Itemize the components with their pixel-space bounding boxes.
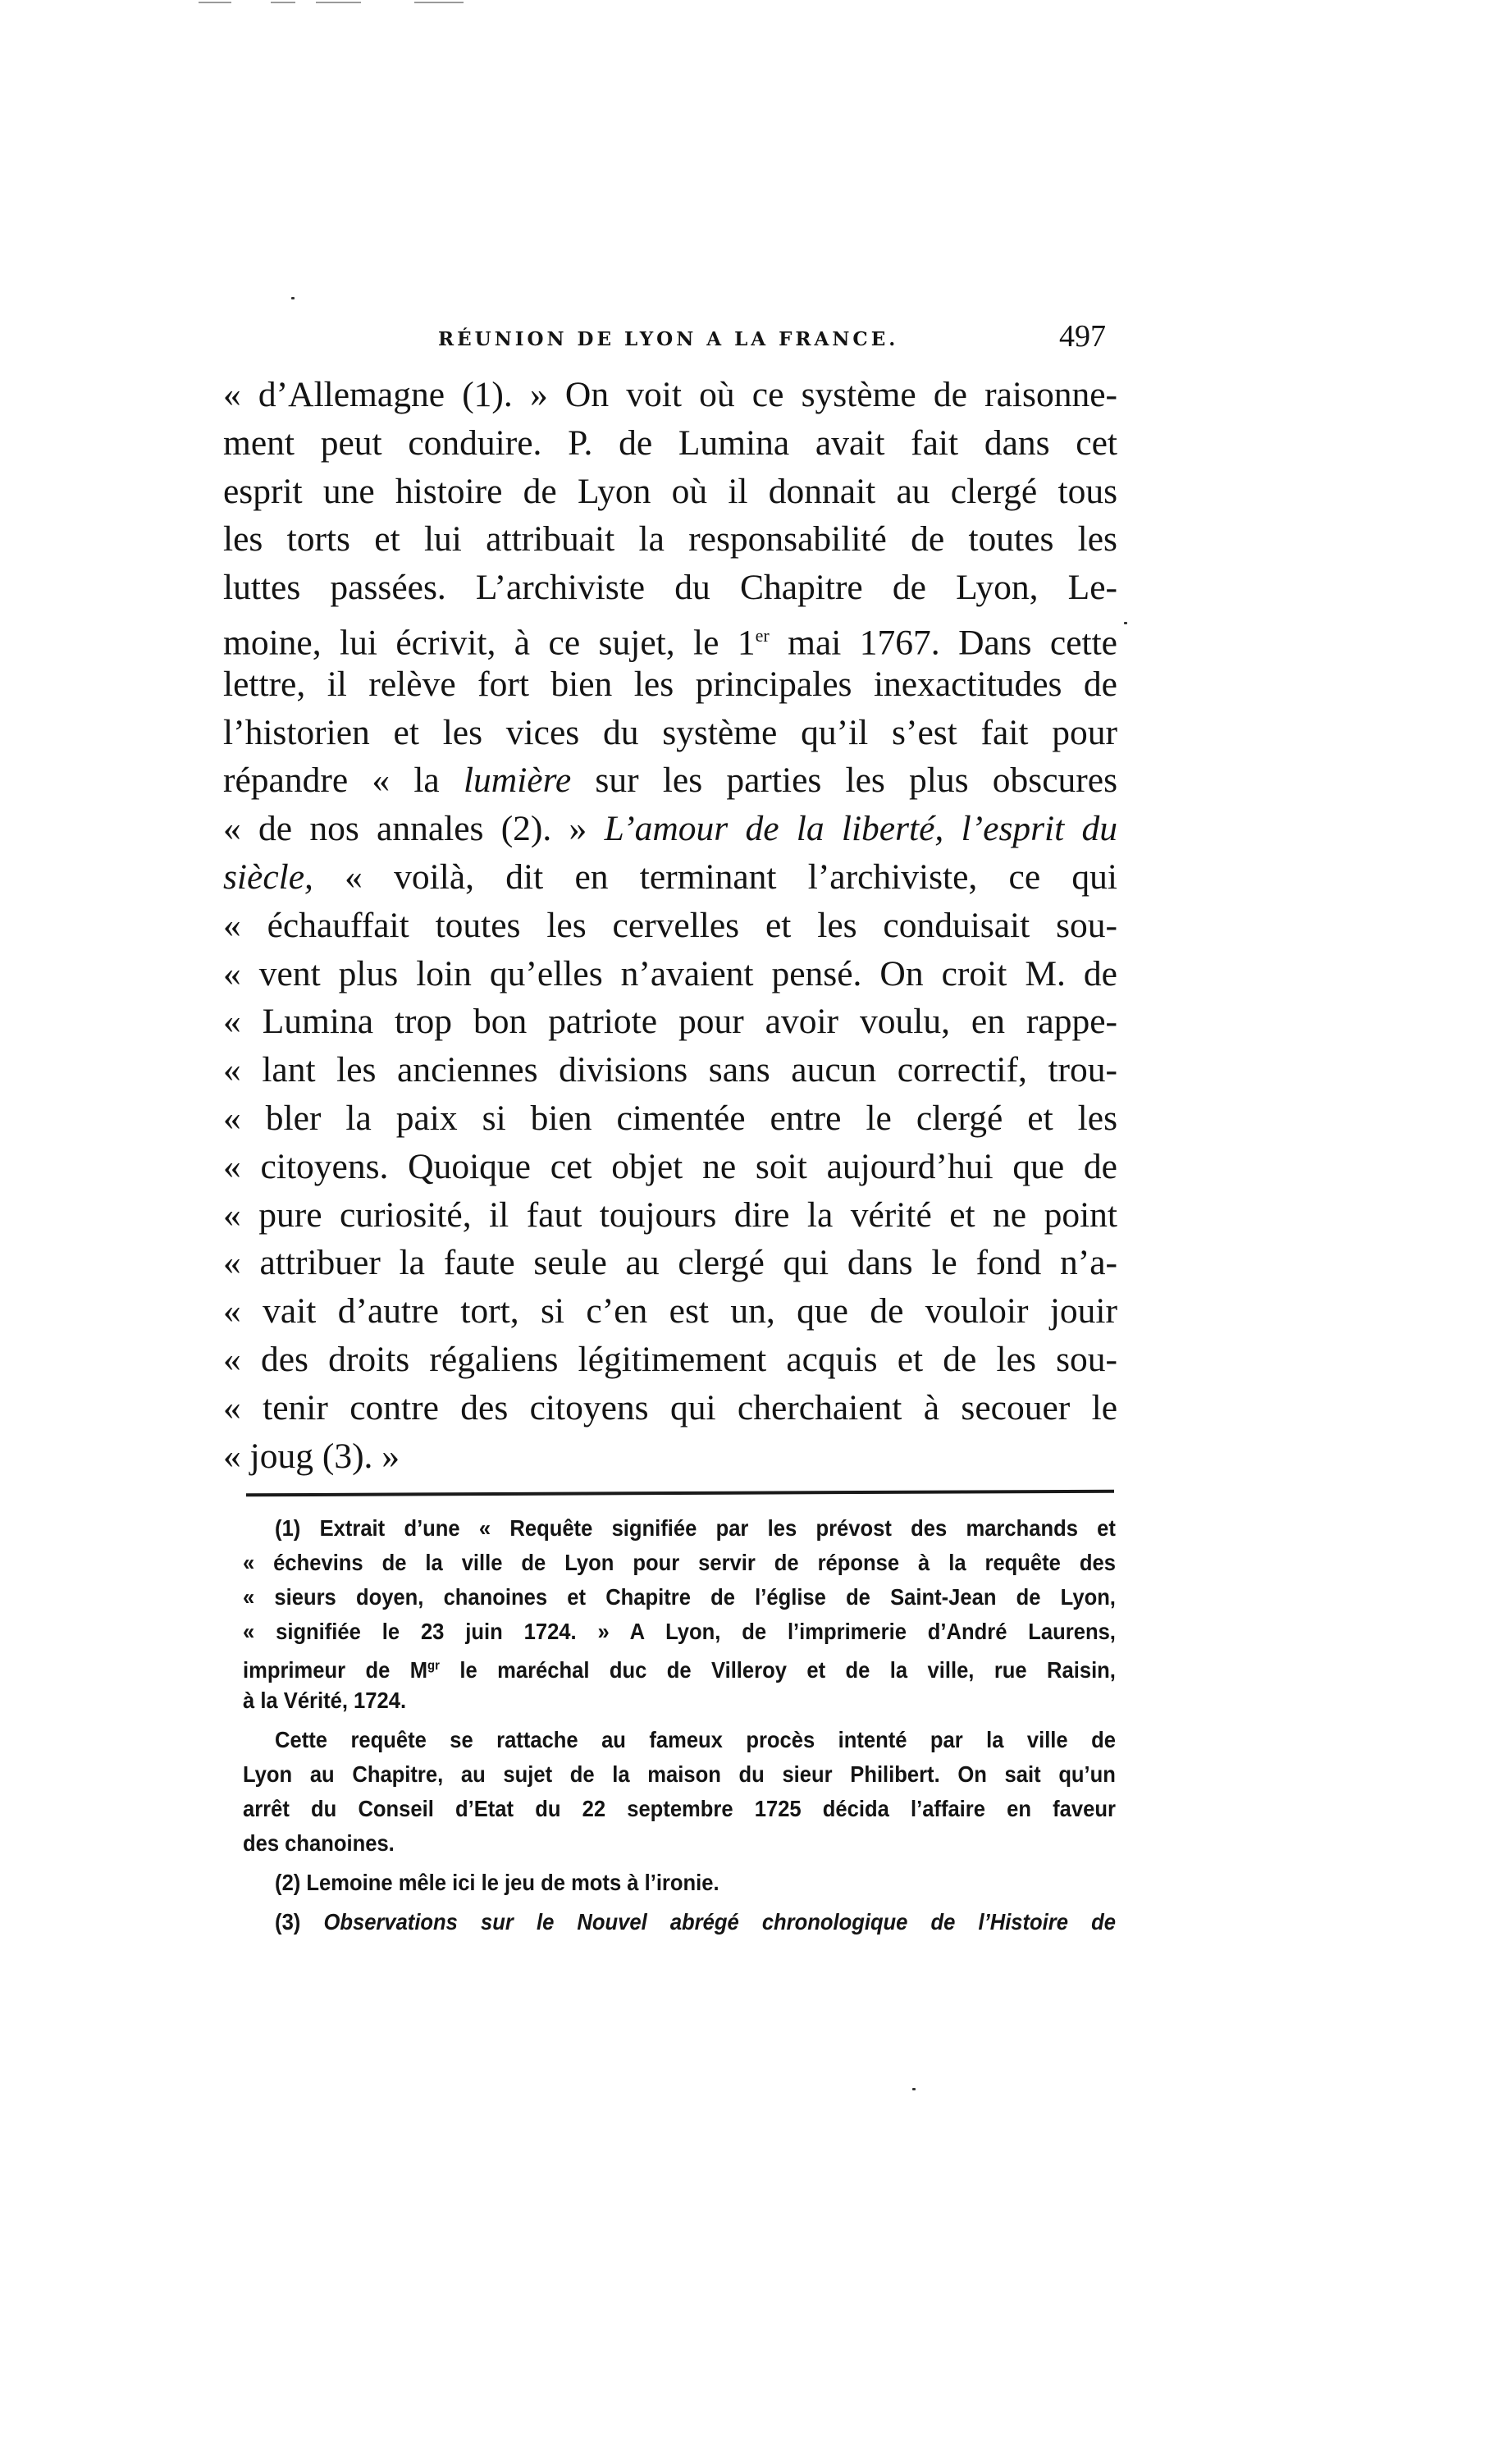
italic-run: lumière <box>463 761 572 801</box>
body-line: « citoyens. Quoique cet objet ne soit aujourd’hui que de <box>223 1146 1117 1186</box>
scan-speck <box>291 297 295 299</box>
body-line <box>223 805 1117 853</box>
body-line: « échauffait toutes les cervelles et les conduisait sou- <box>223 905 1117 945</box>
body-line <box>223 756 1117 805</box>
footnote-number: (3) <box>275 1909 324 1935</box>
body-line: ment peut conduire. P. de Lumina avait fait dans cet <box>223 423 1117 463</box>
body-line: « vent plus loin qu’elles n’avaient pensé. On croit M. de <box>223 953 1117 994</box>
body-line: « lant les anciennes divisions sans aucun correctif, trou- <box>223 1050 1117 1090</box>
body-line: « bler la paix si bien cimentée entre le clergé et les <box>223 1098 1117 1138</box>
italic-run: Observations sur le Nouvel abrégé chronologique de l’Histoire de <box>323 1909 1116 1935</box>
footnote-line: « sieurs doyen, chanoines et Chapitre de l’église de Saint-Jean de Lyon, <box>243 1584 1116 1610</box>
italic-run: L’amour de la liberté, l’esprit du <box>604 809 1117 849</box>
body-line: esprit une histoire de Lyon où il donnait au clergé tous <box>223 471 1117 511</box>
footnote-line <box>243 1649 1116 1683</box>
body-line: luttes passées. L’archiviste du Chapitre de Lyon, Le- <box>223 568 1117 608</box>
scan-speck <box>912 2088 916 2090</box>
body-line <box>223 612 1117 663</box>
footnote-line: « signifiée le 23 juin 1724. » A Lyon, de l’imprimerie d’André Laurens, <box>243 1619 1116 1644</box>
body-line: « des droits régaliens légitimement acquis et de les sou- <box>223 1339 1117 1379</box>
body-line: « Lumina trop bon patriote pour avoir voulu, en rappe- <box>223 1002 1117 1042</box>
body-line: « joug (3). » <box>223 1436 400 1476</box>
body-line: lettre, il relève fort bien les principales inexactitudes de <box>223 664 1117 704</box>
running-title: RÉUNION DE LYON A LA FRANCE. <box>438 328 899 350</box>
footnote-line: Cette requête se rattache au fameux procès intenté par la ville de <box>275 1727 1116 1752</box>
running-head <box>223 318 1117 359</box>
text-run: mai 1767. Dans cette <box>769 623 1117 663</box>
footnote-2: (2) Lemoine mêle ici le jeu de mots à l’ironie. <box>275 1870 719 1895</box>
body-text <box>223 371 1117 1480</box>
footnotes <box>243 1511 1116 1939</box>
superscript: er <box>755 624 770 646</box>
text-run: imprimeur de M <box>243 1657 428 1683</box>
footnote-line: arrêt du Conseil d’Etat du 22 septembre 1725 décida l’affaire en faveur <box>243 1796 1116 1821</box>
text-run: moine, lui écrivit, à ce sujet, le 1 <box>223 623 756 663</box>
scan-speck <box>1124 622 1127 624</box>
scan-artifacts <box>180 0 558 5</box>
footnote-line: (1) Extrait d’une « Requête signifiée par les prévost des marchands et <box>275 1515 1116 1541</box>
footnote-line: des chanoines. <box>243 1830 395 1856</box>
text-run: « de nos annales (2). » <box>223 809 605 849</box>
text-run: sur les parties les plus obscures <box>571 761 1118 801</box>
text-run: répandre « la <box>223 761 464 801</box>
page-number: 497 <box>1059 319 1106 354</box>
superscript: gr <box>427 1659 440 1673</box>
text-run: « voilà, dit en terminant l’archiviste, ce qui <box>313 856 1117 897</box>
body-line: « attribuer la faute seule au clergé qui dans le fond n’a- <box>223 1243 1117 1283</box>
body-line: « d’Allemagne (1). » On voit où ce système de raisonne- <box>223 375 1117 414</box>
body-line: « pure curiosité, il faut toujours dire la vérité et ne point <box>223 1195 1117 1235</box>
footnote-3 <box>243 1905 1116 1939</box>
footnote-line: « échevins de la ville de Lyon pour servir de réponse à la requête des <box>243 1550 1116 1575</box>
body-line: les torts et lui attribuait la responsabilité de toutes les <box>223 519 1117 560</box>
body-line: l’historien et les vices du système qu’il s’est fait pour <box>223 712 1117 752</box>
footnote-line: Lyon au Chapitre, au sujet de la maison du sieur Philibert. On sait qu’un <box>243 1761 1116 1787</box>
italic-run: siècle, <box>223 856 313 897</box>
footnote-line: à la Vérité, 1724. <box>243 1688 407 1713</box>
body-line <box>223 853 1117 902</box>
body-line: « vait d’autre tort, si c’en est un, que de vouloir jouir <box>223 1291 1117 1332</box>
footnote-rule <box>246 1490 1114 1497</box>
text-run: le maréchal duc de Villeroy et de la ville, rue Raisin, <box>439 1657 1116 1683</box>
body-line: « tenir contre des citoyens qui cherchaient à secouer le <box>223 1387 1117 1427</box>
